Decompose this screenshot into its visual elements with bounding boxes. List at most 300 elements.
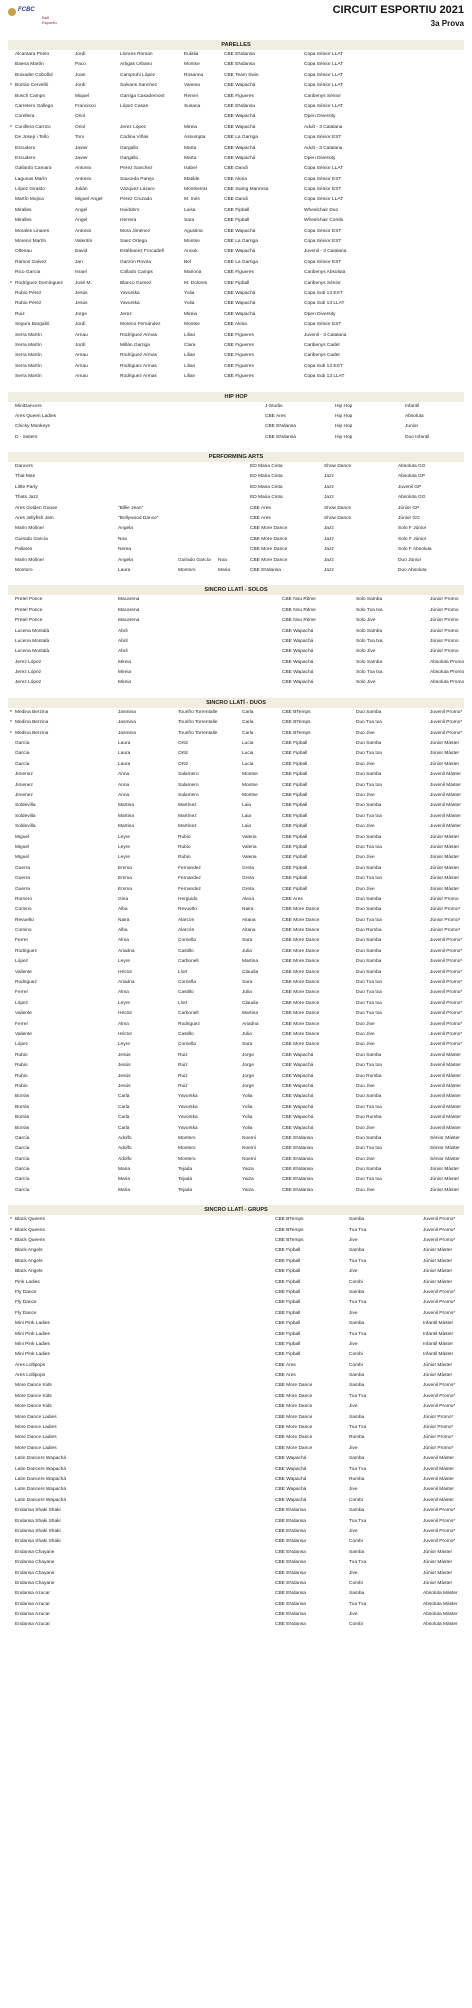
cell-category: Júnior Màster xyxy=(423,1362,453,1368)
table-row xyxy=(8,268,464,278)
cell-group-name: Ares Lollipops xyxy=(15,1362,46,1368)
cell-partner1-name: Oriol xyxy=(75,124,86,130)
cell-name: Jasmina xyxy=(118,720,136,726)
cell-club: CBE ENdansa xyxy=(275,1549,306,1555)
cell-name: Gina xyxy=(118,896,129,902)
table-row xyxy=(8,92,464,102)
cell-partner1-name: Jesús xyxy=(75,290,88,296)
cell-partner-name: Lucia xyxy=(242,741,254,747)
cell-club: CBE Ares xyxy=(275,1362,296,1368)
cell-name: Carla xyxy=(118,1094,130,1100)
logo-text: FCBC xyxy=(18,7,35,13)
cell-category: Juvenil Promo* xyxy=(430,1031,463,1037)
cell-dance: Jive xyxy=(349,1341,358,1347)
cell-category: Caribenys Cadet xyxy=(304,353,340,359)
cell-dance: Samba xyxy=(349,1217,365,1223)
cell-surname: Jimenez xyxy=(15,782,33,788)
fcbc-logo xyxy=(8,6,57,25)
cell-partner1-surname: Bosch Camps xyxy=(15,93,45,99)
table-row xyxy=(8,1020,464,1030)
cell-partner-surname: Castillo xyxy=(178,990,194,996)
table-row xyxy=(8,822,464,832)
cell-club: CBE ENdansa xyxy=(275,1508,306,1514)
cell-surname: Jerez López xyxy=(15,680,42,686)
cell-group-name: MiniDancers xyxy=(15,403,42,409)
cell-partner2-surname: Mora Jiménez xyxy=(120,228,151,234)
cell-group-name: Black Queens xyxy=(15,1217,45,1223)
cell-category: Absoluta GG xyxy=(398,495,426,501)
cell-detail: Angela xyxy=(118,526,133,532)
cell-category: Júnior Màster xyxy=(423,1248,453,1254)
cell-surname: García xyxy=(15,1146,30,1152)
table-row xyxy=(8,1330,464,1340)
cell-surname: Borràs xyxy=(15,1104,30,1110)
cell-partner2-name: Eulàlia xyxy=(184,52,199,57)
cell-dance: Jive xyxy=(349,1310,358,1316)
cell-club: CBE ENdansa xyxy=(224,103,255,109)
cell-partner1-surname: Rico García xyxy=(15,270,41,276)
cell-name: Leyre xyxy=(118,844,130,850)
cell-dance: Combi xyxy=(349,1362,363,1368)
cell-partner2-surname: Yavorska xyxy=(120,301,140,307)
cell-club: CBE Wapachá xyxy=(224,83,256,89)
table-row xyxy=(8,1517,464,1527)
cell-partner-name: Valeria xyxy=(242,855,257,861)
table-row xyxy=(8,1144,464,1154)
cell-category: Caribenys Absoluta xyxy=(304,270,346,276)
cell-surname: García xyxy=(15,741,30,747)
cell-dance: Duo Txa txa xyxy=(356,980,382,986)
table-row xyxy=(8,81,464,91)
table-row xyxy=(8,412,464,422)
cell-partner-name: Carla xyxy=(242,709,254,715)
row-marker: * xyxy=(10,1227,12,1234)
cell-club: CBE Fipball xyxy=(282,813,308,819)
cell-partner-name: Jorge xyxy=(242,1052,254,1058)
cell-name: Martina xyxy=(118,803,134,809)
cell-partner1-surname: Serra Martín xyxy=(15,332,42,338)
cell-category: Juvenil Promo* xyxy=(430,720,463,726)
logo-badge-icon xyxy=(8,8,16,16)
cell-partner2-name: Rosanna xyxy=(184,72,204,78)
cell-club: ED Maria Cinta xyxy=(250,495,283,501)
cell-club: CBE Wapachá xyxy=(224,228,256,234)
cell-partner2-surname: Rodríguez Armas xyxy=(120,353,158,359)
cell-group-name: More Dance Ladies xyxy=(15,1435,57,1441)
cell-category: Copa Sènior EST xyxy=(304,135,342,141)
cell-name: Anna xyxy=(118,782,130,788)
cell-club: CBE Nou Ritme xyxy=(282,618,316,624)
cell-category: Júnior Màster xyxy=(430,1177,460,1183)
cell-partner-surname: Fernandez xyxy=(178,876,201,882)
table-row xyxy=(8,1402,464,1412)
cell-club: CBE Fipball xyxy=(282,751,308,757)
cell-group-name: Endansa Azucar xyxy=(15,1622,50,1628)
cell-category: Solo F Júnior xyxy=(398,536,427,542)
cell-partner2-surname: Rodríguez Armas xyxy=(120,332,158,338)
cell-name: Jesús xyxy=(118,1052,131,1058)
cell-dance: Combi xyxy=(349,1497,363,1503)
table-row xyxy=(8,647,464,657)
cell-category: Júnior Promo* xyxy=(423,1414,454,1420)
cell-category: Juvenil Promo* xyxy=(423,1217,456,1223)
cell-dance: Samba xyxy=(349,1591,365,1597)
cell-surname: Pretel Ponce xyxy=(15,607,43,613)
cell-category: Open Diversity xyxy=(304,114,336,120)
cell-club: CBE Fipball xyxy=(282,772,308,778)
cell-dance: Txa Txa xyxy=(349,1331,367,1337)
cell-club: CBE Wapachá xyxy=(282,1063,314,1069)
cell-partner-surname: Ortiz xyxy=(178,741,189,747)
cell-partner2-name: Sara xyxy=(184,218,195,224)
cell-category: Júnior Màster xyxy=(430,855,460,861)
cell-name: Leyre xyxy=(118,959,130,965)
cell-group-name: Latin Dancers Wapachá xyxy=(15,1456,67,1462)
cell-partner-name: Yaiza xyxy=(242,1177,254,1183)
cell-name: Maria xyxy=(118,1167,130,1173)
cell-category: Absoluta Promo xyxy=(430,670,465,676)
cell-club: CBE Wapachá xyxy=(275,1487,307,1493)
cell-group-name: Latin Dancers Wapachá xyxy=(15,1497,67,1503)
table-row xyxy=(8,514,464,524)
cell-dance: Combi xyxy=(349,1539,363,1545)
cell-group-name: Black Angels xyxy=(15,1269,43,1275)
cell-club: CBE More Dance xyxy=(282,1011,320,1017)
table-row xyxy=(8,1113,464,1123)
cell-club: CBE ENdansa xyxy=(275,1518,306,1524)
cell-partner-name: Alexa xyxy=(242,896,254,902)
cell-partner-name: Martina xyxy=(242,1011,258,1017)
table-row xyxy=(8,351,464,361)
cell-partner-name: Jorge xyxy=(242,1083,254,1089)
cell-partner-surname: Castillo xyxy=(178,1031,194,1037)
cell-partner2-name: Isabel xyxy=(184,166,197,172)
table-row xyxy=(8,760,464,770)
cell-name: Adolfo xyxy=(118,1156,132,1162)
cell-partner-surname: Yavorska xyxy=(178,1094,198,1100)
cell-club: CBE ENdansa xyxy=(282,1146,313,1152)
cell-partner-surname: Alarcón xyxy=(178,928,195,934)
cell-dance: Duo Samba xyxy=(356,969,382,975)
cell-partner2-name: Lilian xyxy=(184,363,196,369)
table-row xyxy=(8,1413,464,1423)
cell-partner2-surname: Perez Sanchez xyxy=(120,166,153,172)
table-row xyxy=(8,916,464,926)
cell-partner2-surname: Gargallo xyxy=(120,145,139,151)
cell-club: CBE ENdansa xyxy=(275,1622,306,1628)
cell-partner2-name: Lilian xyxy=(184,374,196,380)
table-row xyxy=(8,422,464,432)
cell-partner2-surname: Yavorska xyxy=(120,290,140,296)
cell-dance: Samba xyxy=(349,1248,365,1254)
cell-group-name: Endansa Chayane xyxy=(15,1580,55,1586)
cell-club: CBE Fipball xyxy=(275,1279,301,1285)
cell-category: Solo F Júnior xyxy=(398,526,427,532)
cell-club: CBE Wapachá xyxy=(224,124,256,130)
table-row xyxy=(8,1155,464,1165)
cell-club: CBE Wapachá xyxy=(224,311,256,317)
cell-category: Juvenil Màster xyxy=(430,1083,461,1089)
cell-club: CBE Wapachá xyxy=(224,249,256,255)
cell-partner-name: Jorge xyxy=(242,1073,254,1079)
table-row xyxy=(8,60,464,70)
cell-partner1-name: Antonio xyxy=(75,166,92,172)
cell-club: CBE Fipball xyxy=(282,782,308,788)
table-row xyxy=(8,1030,464,1040)
cell-partner1-surname: Serra Martín xyxy=(15,353,42,359)
cell-partner-surname: Rubio xyxy=(178,855,191,861)
cell-club: CBE More Dance xyxy=(282,907,320,913)
cell-name: Montoro xyxy=(15,567,33,573)
cell-category: Júnior Màster xyxy=(423,1570,453,1576)
cell-surname: Pretel Ponce xyxy=(15,597,43,603)
cell-group-name: Endansa Chayane xyxy=(15,1560,55,1566)
table-row xyxy=(8,1051,464,1061)
cell-category: Júnior Promo xyxy=(430,607,459,613)
cell-partner2-name: Marta xyxy=(184,145,197,151)
cell-partner-surname: Cornella xyxy=(178,938,196,944)
cell-category: Júnior Promo* xyxy=(430,917,461,923)
cell-style: Jazz xyxy=(324,547,334,553)
cell-club: CBE ENdansa xyxy=(265,424,296,430)
table-row xyxy=(8,164,464,174)
cell-partner2-surname: Herrera xyxy=(120,218,137,224)
cell-dance: Duo Txa txa xyxy=(356,990,382,996)
cell-dance: Txa Txa xyxy=(349,1518,367,1524)
cell-club: CBE Fipball xyxy=(275,1289,301,1295)
cell-surname: Pretel Ponce xyxy=(15,618,43,624)
cell-partner2-surname: Vázquez Lázaro xyxy=(120,187,155,193)
cell-name: Alba xyxy=(118,928,128,934)
cell-partner1-name: Jesús xyxy=(75,301,88,307)
cell-category: Júnior Promo* xyxy=(423,1435,454,1441)
cell-surname: Soldevilla xyxy=(15,824,36,830)
cell-club: CBE Figueres xyxy=(224,93,254,99)
cell-club: CBE Fipball xyxy=(282,741,308,747)
cell-partner2-name: Vanesa xyxy=(184,83,200,89)
cell-name: Leyre xyxy=(118,1042,130,1048)
cell-dance: Txa Txa xyxy=(349,1466,367,1472)
table-row xyxy=(8,154,464,164)
cell-surname: Miguel xyxy=(15,855,30,861)
cell-partner2-surname: Pérez Cruzado xyxy=(120,197,152,203)
cell-category: Wheelchair Combi xyxy=(304,218,344,224)
cell-category: Juvenil - 3 Catalana xyxy=(304,249,347,255)
cell-dance: Duo Samba xyxy=(356,907,382,913)
cell-group-name: D - Sisters xyxy=(15,434,38,440)
cell-partner2-surname: Garriga Casademont xyxy=(120,93,165,99)
cell-category: Júnior Màster xyxy=(430,886,460,892)
cell-club: CBE Wapachá xyxy=(282,638,314,644)
cell-partner-surname: Ruiz xyxy=(178,1063,188,1069)
table-row xyxy=(8,637,464,647)
cell-partner-name: Laia xyxy=(242,813,252,819)
cell-surname: Miguel xyxy=(15,834,30,840)
cell-dance: Samba xyxy=(349,1321,365,1327)
table-row xyxy=(8,133,464,143)
table-row xyxy=(8,144,464,154)
cell-club: CBE Fipball xyxy=(282,886,308,892)
cell-category: Absoluta Promo xyxy=(430,680,465,686)
cell-dance: Duo Jive xyxy=(356,1125,375,1131)
cell-dance: Rumba xyxy=(349,1435,365,1441)
table-row xyxy=(8,936,464,946)
cell-club: CBE Fipball xyxy=(282,876,308,882)
cell-partner2-name: Lilian xyxy=(184,353,196,359)
page-subtitle: 3a Prova xyxy=(430,19,464,28)
cell-dance: Duo Samba xyxy=(356,803,382,809)
cell-group-name: Endansa Chayane xyxy=(15,1570,55,1576)
table-row xyxy=(8,123,464,133)
cell-category: Júnior Promo xyxy=(430,638,459,644)
cell-partner2-name: Montserrat xyxy=(184,187,207,193)
cell-dance: Duo Jive xyxy=(356,1083,375,1089)
cell-name: Carla xyxy=(118,1104,130,1110)
cell-style: Hip Hop xyxy=(335,424,353,430)
cell-dance: Txa Txa xyxy=(349,1258,367,1264)
cell-partner1-surname: Ruiz xyxy=(15,311,25,317)
cell-dance: Samba xyxy=(349,1414,365,1420)
cell-partner2-name: M. Dolores xyxy=(184,280,208,286)
cell-detail: "Billie Jean" xyxy=(118,505,144,511)
cell-partner1-name: Toni xyxy=(75,135,84,141)
table-row xyxy=(8,1278,464,1288)
table-row xyxy=(8,1340,464,1350)
table-row xyxy=(8,1423,464,1433)
cell-club: CBE Figueres xyxy=(224,353,254,359)
cell-club: CBE Wapachá xyxy=(224,145,256,151)
cell-category: Júnior Promo* xyxy=(430,928,461,934)
table-row xyxy=(8,1589,464,1599)
cell-partner-surname: Montoro xyxy=(178,567,196,573)
cell-name: Guirado García xyxy=(15,536,48,542)
cell-club: CBE La Garriga xyxy=(224,259,258,265)
cell-partner-surname: Montero xyxy=(178,1135,196,1141)
cell-dance: Duo Txa txa xyxy=(356,1104,382,1110)
cell-club: CBE Ares xyxy=(275,1373,296,1379)
cell-partner2-surname: Moreno Fernández xyxy=(120,322,161,328)
cell-surname: Ferrer xyxy=(15,1021,29,1027)
cell-name: Anna xyxy=(118,772,130,778)
cell-partner2-name: Bel xyxy=(184,259,191,265)
table-row xyxy=(8,1548,464,1558)
cell-name: Leyre xyxy=(118,855,130,861)
cell-category: Juvenil Màster xyxy=(423,1497,454,1503)
cell-dance: Samba xyxy=(349,1508,365,1514)
table-row xyxy=(8,1134,464,1144)
cell-partner-name: Naira xyxy=(242,907,254,913)
table-row xyxy=(8,1186,464,1196)
cell-partner2-name: Luisa xyxy=(184,207,196,213)
cell-club: CBE More Dance xyxy=(275,1445,313,1451)
cell-club: CBE ENdansa xyxy=(265,434,296,440)
cell-partner-name: Carla xyxy=(242,720,254,726)
cell-club: CBE ENdansa xyxy=(250,567,281,573)
cell-group-name: Mini Pink Ladies xyxy=(15,1341,50,1347)
cell-club: CBE Fipball xyxy=(224,280,250,286)
cell-dance: Txa Txa xyxy=(349,1601,367,1607)
cell-partner-surname: Rubio xyxy=(178,844,191,850)
cell-partner-name: Claudia xyxy=(242,969,259,975)
cell-name: Ares Golden Goose xyxy=(15,505,58,511)
cell-category: Copa Sènior EST xyxy=(304,322,342,328)
cell-partner2-name: Marta xyxy=(184,155,197,161)
cell-surname: Borràs xyxy=(15,1125,30,1131)
cell-partner2-name: Montse xyxy=(184,62,200,68)
cell-style: Hip Hop xyxy=(335,403,353,409)
cell-partner-name: Laia xyxy=(242,824,252,830)
cell-partner1-surname: Miralles xyxy=(15,207,32,213)
cell-dance: Duo Jive xyxy=(356,1021,375,1027)
cell-dance: Jive xyxy=(349,1238,358,1244)
row-marker: * xyxy=(10,1238,12,1245)
section-header: PERFORMING ARTS xyxy=(8,452,464,462)
cell-dance: Solo Samba xyxy=(356,659,383,665)
cell-category: Juvenil Promo* xyxy=(430,1011,463,1017)
cell-partner1-surname: Baena Martín xyxy=(15,62,44,68)
cell-partner2-surname: Jerez xyxy=(120,311,132,317)
cell-surname: García xyxy=(15,1167,30,1173)
cell-club: CBE More Dance xyxy=(282,969,320,975)
cell-surname: Soldevilla xyxy=(15,813,36,819)
cell-partner-name: Julia xyxy=(242,1031,252,1037)
cell-partner2-name: Mireia xyxy=(184,311,198,317)
cell-dance: Txa Txa xyxy=(349,1425,367,1431)
table-row xyxy=(8,812,464,822)
cell-category: Júnior Màster xyxy=(430,865,460,871)
cell-category: Juvenil Promo* xyxy=(430,709,463,715)
cell-partner1-surname: Morales Linares xyxy=(15,228,50,234)
cell-surname: Comino xyxy=(15,928,32,934)
cell-partner2-surname: Campruhi López xyxy=(120,72,156,78)
cell-dance: Duo Jive xyxy=(356,855,375,861)
cell-group-name: More Dance Ladies xyxy=(15,1425,57,1431)
cell-partner-surname: Cornella xyxy=(178,980,196,986)
cell-category: Duo Júnior xyxy=(398,557,422,563)
cell-category: Juvenil Màster xyxy=(430,782,461,788)
cell-partner2-surname: Rodriguez Armas xyxy=(120,363,157,369)
table-row xyxy=(8,874,464,884)
cell-dance: Combi xyxy=(349,1622,363,1628)
cell-dance: Rumba xyxy=(349,1477,365,1482)
cell-partner-name: Carla xyxy=(242,730,254,736)
cell-club: CBE ENdansa xyxy=(282,1135,313,1141)
cell-category: Juvenil Màster xyxy=(423,1487,454,1493)
cell-category: Júnior Promo* xyxy=(423,1425,454,1431)
table-row xyxy=(8,1610,464,1620)
cell-club: CBE Wapachá xyxy=(275,1466,307,1472)
section xyxy=(0,40,472,383)
cell-category: Wheelchair Duo xyxy=(304,207,339,213)
cell-partner-surname: Herguido xyxy=(178,896,198,902)
cell-name: Little Party xyxy=(15,484,38,490)
cell-club: CBE Wapachá xyxy=(224,155,256,161)
cell-club: CBE More Dance xyxy=(282,980,320,986)
cell-partner-name: Martina xyxy=(242,959,258,965)
table-row xyxy=(8,1215,464,1225)
cell-partner-surname: Carbonell xyxy=(178,1011,199,1017)
cell-partner1-name: Angel xyxy=(75,218,88,224)
cell-name: Martina xyxy=(118,813,134,819)
cell-name: Maria xyxy=(118,1177,130,1183)
cell-category: Infantil Màster xyxy=(423,1331,454,1337)
cell-dance: Jive xyxy=(349,1528,358,1534)
cell-club: CBE Nou Ritme xyxy=(282,597,316,603)
section-header: SINCRO LLATÍ - DUOS xyxy=(8,698,464,708)
cell-name: Dancers xyxy=(15,464,33,470)
cell-category: Copa Sub 13 EST xyxy=(304,290,343,296)
cell-partner1-surname: Segura Bargalló xyxy=(15,322,50,328)
